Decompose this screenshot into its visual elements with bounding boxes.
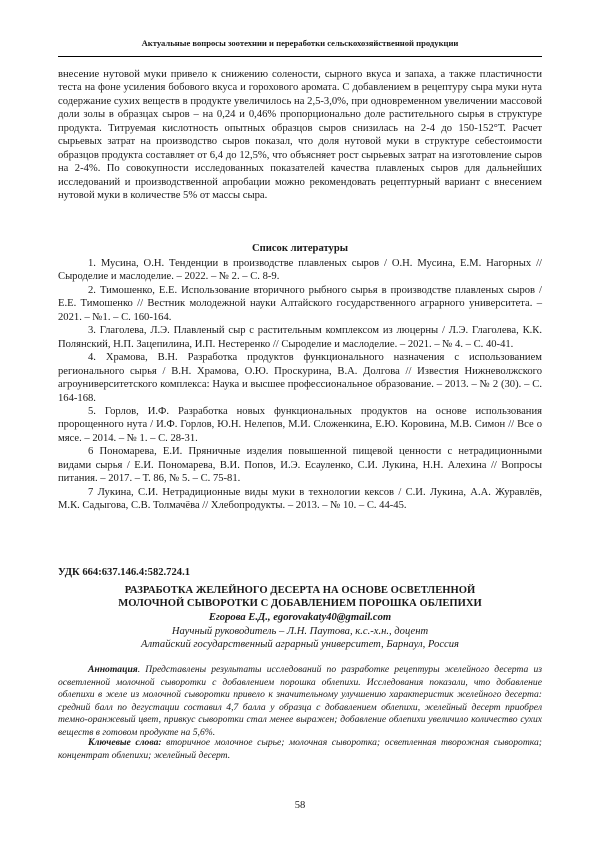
reference-item: 1. Мусина, О.Н. Тенденции в производстве плавленых сыров / О.Н. Мусина, Е.М. Нагорных // Сыроделие и маслоделие. – 2022. – № 2. – С. 8-9. [58, 258, 542, 283]
article-title-line: РАЗРАБОТКА ЖЕЛЕЙНОГО ДЕСЕРТА НА ОСНОВЕ ОСВЕТЛЕННОЙ [124, 585, 476, 596]
reference-item: 7 Лукина, С.И. Нетрадиционные виды муки в технологии кексов / С.И. Лукина, А.А. Журавлёв, М.К. Садыгова, С.В. Толмачёва // Хлебопродукты. – 2013. – № 10. – С. 44-45. [58, 486, 542, 512]
reference-item: 4. Храмова, В.Н. Разработка продуктов функционального назначения с использованием регионального сырья / В.Н. Храмова, О.Ю. Проскурина, В.А. Долгова // Известия Нижневолжского агроуниверситетского комплекса: Наука и высшее профессиональное образование. – 2013. – № 2 (30). – С. 164-168. [58, 352, 542, 404]
udk-code: УДК 664:637.146.4:582.724.1 [58, 567, 191, 578]
header-rule [58, 56, 542, 57]
page-number: 58 [294, 800, 306, 811]
reference-item: 6 Пономарева, Е.И. Пряничные изделия повышенной пищевой ценности с нетрадиционными видами сырья / Е.И. Пономарева, В.И. Попов, И.Э. Есауленко, С.И. Лукина, Н.Н. Алехина // Вопросы питания. – 2017. – Т. 86, № 5. – С. 75-81. [58, 446, 542, 485]
keywords-label: Ключевые слова: [88, 737, 162, 748]
references-list [58, 257, 542, 513]
supervisor-line: Научный руководитель – Л.Н. Паутова, к.с.-х.н., доцент [171, 626, 429, 637]
article-author: Егорова Е.Д., egorovakaty40@gmail.com [208, 612, 392, 623]
institution-line: Алтайский государственный аграрный университет, Барнаул, Россия [141, 639, 459, 651]
paragraph-text: внесение нутовой муки привело к снижению солености, сырного вкуса и запаха, а также пластичности теста на фоне усиления бобового вкуса и горохового аромата. С добавлением в рецептуру сыра муки нута содержание сухих веществ в продукте увеличилось на 2,5-3,0%, при одновременном увеличении массовой доли золы в образцах сыров – на 0,24 и 0,46% пропорционально доле растительного сырья в структуре продукта. Титруемая кислотность опытных образцов сыров снизилась на 2-4 до 150-152°Т. Расчет сырьевых затрат на производство сыров показал, что доля нутовой муки в структуре себестоимости образцов продукта составляет от 6,4 до 12,5%, что объясняет рост сырьевых затрат на изготовление сыров на 2-4%. По совокупности исследованных показателей качества плавленых сыров для дальнейших исследований и производственной апробации можно рекомендовать рецептурный вариант с внесением нутовой муки в количестве 5% от массы сыра. [58, 69, 542, 202]
continued-paragraph [58, 68, 542, 203]
reference-item: 3. Глаголева, Л.Э. Плавленый сыр с растительным комплексом из люцерны / Л.Э. Глаголева, К.К. Полянский, Н.П. Зацепилина, И.П. Нестеренко // Сыроделие и маслоделие. – 2021. – № 4. – С. 40-41. [58, 325, 542, 350]
abstract-label: Аннотация [88, 664, 138, 675]
reference-item: 2. Тимошенко, Е.Е. Использование вторичного рыбного сырья в производстве плавленых сыров / Е.Е. Тимошенко // Вестник молодежной науки Алтайского государственного аграрного университета. – 2021. – №1. – С. 160-164. [58, 284, 542, 323]
article-title [58, 584, 542, 610]
running-header: Актуальные вопросы зоотехнии и переработки сельскохозяйственной продукции [141, 38, 459, 48]
abstract-text: . Представлены результаты исследований по разработке рецептуры желейного десерта из осветленной молочной сыворотки с добавлением порошка облепихи. Исследования показали, что добавление облепихи в желе из молочной сыворотки привело к значительному улучшению характеристик желейного десерта: средний балл по дегустации составил 4,7 балла у образца с добавлением облепихи, желейный десерт приобрел темно-оранжевый цвет, привкус сыворотки стал менее выражен; добавление облепихи увеличило количество сухих веществ в готовом продукте на 5,6%. [58, 664, 542, 738]
reference-item: 5. Горлов, И.Ф. Разработка новых функциональных продуктов на основе использования пророщенного нута / И.Ф. Горлов, Ю.Н. Нелепов, М.И. Сложенкина, Е.Ю. Коровина, М.В. Симон // Все о мясе. – 2014. – № 1. – С. 28-31. [58, 405, 542, 444]
article-affiliation [58, 625, 542, 652]
references-heading: Список литературы [251, 243, 348, 254]
article-title-line: МОЛОЧНОЙ СЫВОРОТКИ С ДОБАВЛЕНИЕМ ПОРОШКА ОБЛЕПИХИ [118, 598, 482, 610]
keywords-text: вторичное молочное сырье; молочная сыворотка; осветленная творожная сыворотка; концентрат облепихи; желейный десерт. [58, 737, 542, 761]
keywords [58, 737, 542, 762]
abstract [58, 664, 542, 739]
